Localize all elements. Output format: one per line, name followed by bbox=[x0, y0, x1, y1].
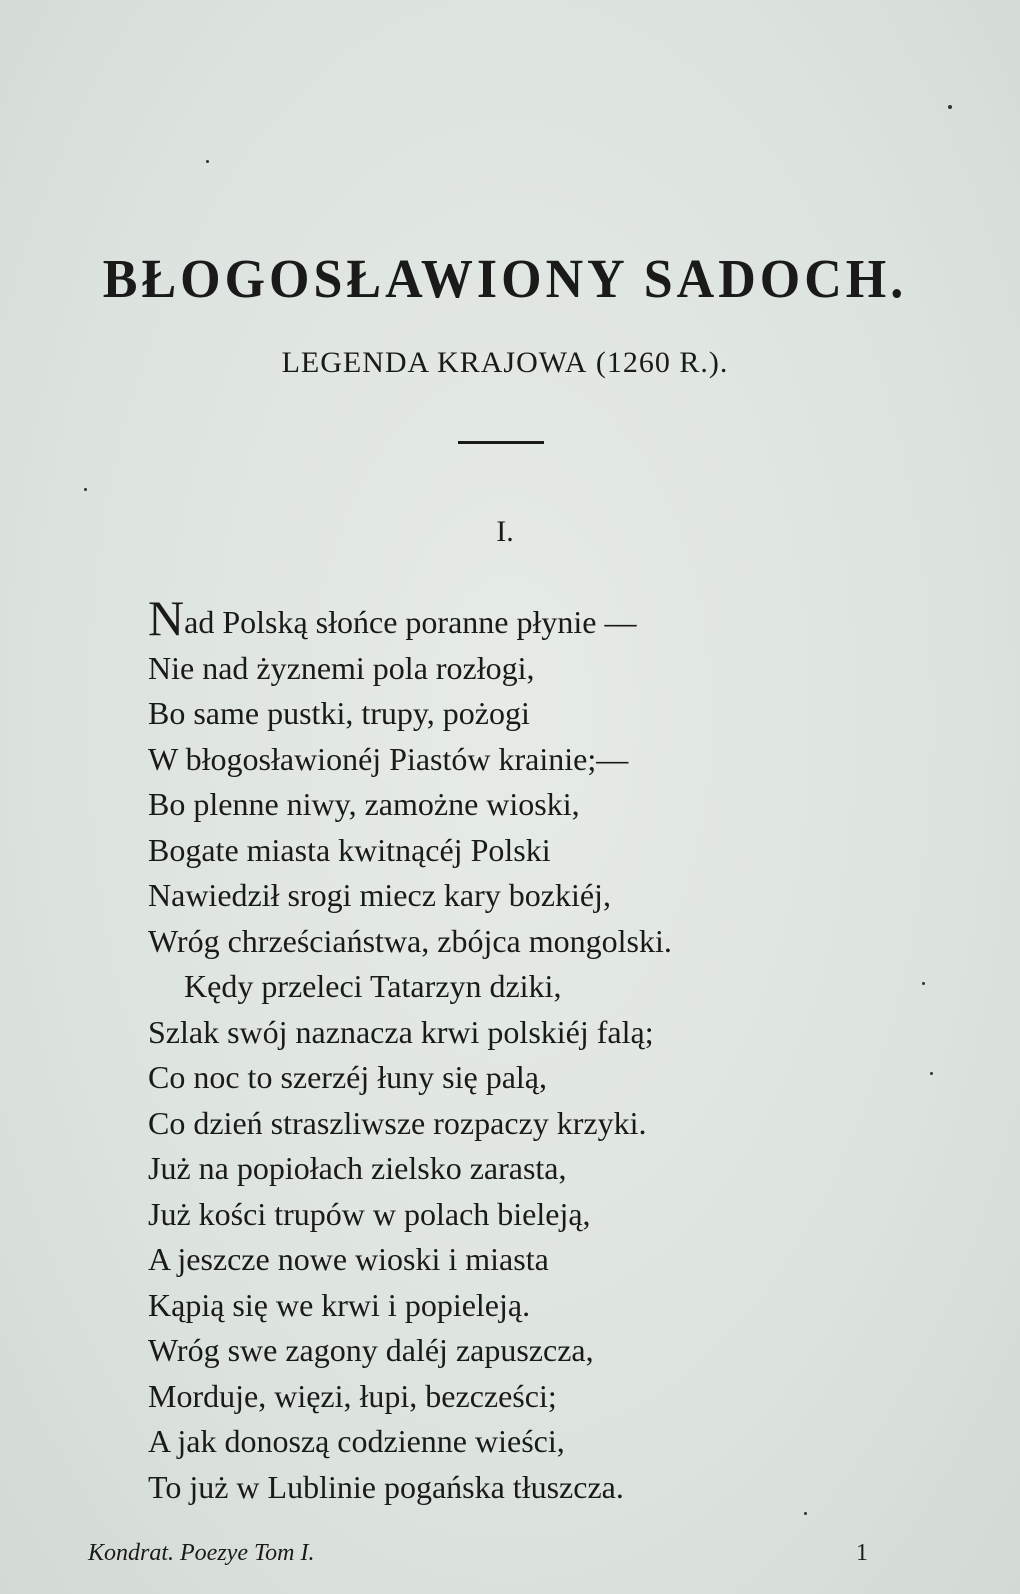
initial-letter: N bbox=[148, 590, 185, 646]
poem-stanza bbox=[148, 590, 828, 1510]
subtitle-year: (1260 bbox=[595, 346, 671, 379]
poem-line: Szlak swój naznacza krwi polskiéj falą; bbox=[148, 1013, 654, 1050]
poem-line: Wróg swe zagony daléj zapuszcza, bbox=[148, 1332, 594, 1368]
first-line-text: ad Polską słońce poranne płynie — bbox=[184, 604, 637, 640]
poem-line: A jeszcze nowe wioski i miasta bbox=[148, 1241, 549, 1277]
title-divider bbox=[458, 441, 544, 444]
page-number: 1 bbox=[856, 1540, 868, 1566]
poem-line: Morduje, więzi, łupi, bezcześci; bbox=[148, 1377, 557, 1414]
subtitle-suffix: R. bbox=[679, 346, 709, 379]
poem-line: W błogosławionéj Piastów krainie;— bbox=[148, 740, 629, 777]
poem-line: Kędy przeleci Tatarzyn dziki, bbox=[184, 968, 562, 1004]
subtitle-close: ). bbox=[708, 346, 729, 379]
poem-subtitle bbox=[0, 346, 1010, 380]
poem-line: Wróg chrześciaństwa, zbójca mongolski. bbox=[148, 922, 672, 959]
poem-line: Bo plenne niwy, zamożne wioski, bbox=[148, 786, 580, 822]
section-number: I. bbox=[496, 515, 514, 548]
poem-line: Co noc to szerzéj łuny się palą, bbox=[148, 1059, 547, 1095]
poem-line: Nie nad żyznemi pola rozłogi, bbox=[148, 649, 535, 686]
poem-line: Bogate miasta kwitnącéj Polski bbox=[148, 831, 551, 868]
poem-line bbox=[148, 590, 828, 646]
poem-line: To już w Lublinie pogańska tłuszcza. bbox=[148, 1468, 624, 1505]
poem-line: A jak donoszą codzienne wieści, bbox=[148, 1423, 565, 1459]
subtitle-text: LEGENDA KRAJOWA bbox=[281, 346, 588, 379]
poem-title: BŁOGOSŁAWIONY SADOCH. bbox=[102, 249, 908, 310]
poem-line: Bo same pustki, trupy, pożogi bbox=[148, 695, 530, 731]
footer-signature: Kondrat. Poezye Tom I. bbox=[88, 1540, 315, 1566]
poem-line: Nawiedził srogi miecz kary bozkiéj, bbox=[148, 877, 611, 913]
page-footer bbox=[88, 1540, 868, 1567]
poem-line: Już kości trupów w polach bieleją, bbox=[148, 1195, 591, 1232]
poem-line: Już na popiołach zielsko zarasta, bbox=[148, 1150, 567, 1186]
poem-line: Kąpią się we krwi i popieleją. bbox=[148, 1286, 531, 1323]
poem-line: Co dzień straszliwsze rozpaczy krzyki. bbox=[148, 1104, 647, 1141]
